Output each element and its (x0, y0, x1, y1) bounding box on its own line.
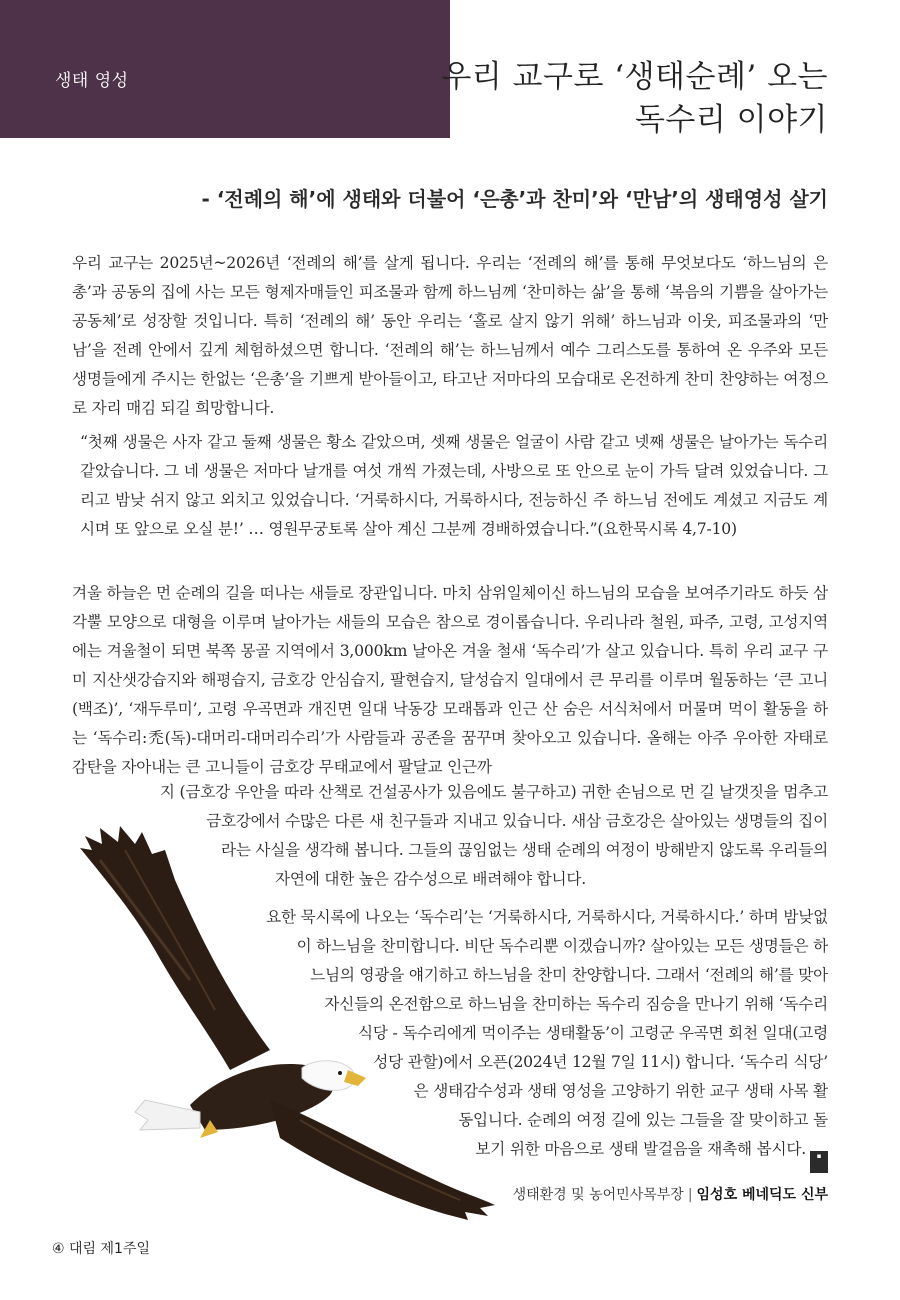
title-line-2: 독수리 이야기 (634, 102, 828, 138)
text-line: 지 (금호강 우안을 따라 산책로 건설공사가 있음에도 불구하고) 귀한 손님으로 먼 길 날갯짓을 멈추고 (159, 783, 828, 801)
text-line: 느님의 영광을 얘기하고 하느님을 찬미 찬양합니다. 그래서 ‘전례의 해’를 맞아 (310, 966, 828, 984)
title-line-1: 우리 교구로 ‘생태순례’ 오는 (441, 59, 828, 95)
text-line: 은 생태감수성과 생태 영성을 고양하기 위한 교구 생태 사목 활 (413, 1082, 828, 1100)
text-line: 동입니다. 순례의 여정 길에 있는 그들을 잘 맞이하고 돌 (458, 1111, 828, 1129)
text-line: 성당 관할)에서 오픈(2024년 12월 7일 11시) 합니다. ‘독수리 식당’ (373, 1053, 828, 1071)
text-line: 자연에 대한 높은 감수성으로 배려해야 합니다. (275, 870, 586, 888)
text-line: 라는 사실을 생각해 봅니다. 그들의 끊임없는 생태 순례의 여정이 방해받지 않도록 우리들의 (220, 841, 828, 859)
winter-paragraph: 겨울 하늘은 먼 순례의 길을 떠나는 새들로 장관입니다. 마치 삼위일체이신 하느님의 모습을 보여주기라도 하듯 삼각뿔 모양으로 대형을 이루며 날아가는 새들의 모습은 참으로 경이롭습니다. 우리나라 철원, 파주, 고령, 고성지역에는 겨울철이 되면 북쪽 몽골 지역에서 3,000km 날아온 겨울 철새 ‘독수리’가 살고 있습니다. 특히 우리 교구 구미 지산샛강습지와 해평습지, 금호강 안심습지, 팔현습지, 달성습지 일대에서 큰 무리를 이루며 월동하는 ‘큰 고니(백조)’, ‘재두루미’, 고령 우곡면과 개진면 일대 낙동강 모래톱과 인근 산 숨은 서식처에서 머물며 먹이 활동을 하는 ‘독수리:禿(독)-대머리-대머리수리’가 사람들과 공존을 꿈꾸며 찾아오고 있습니다. 올해는 아주 우아한 자태로 감탄을 자아내는 큰 고니들이 금호강 무태교에서 팔달교 인근까 (72, 584, 828, 776)
scripture-quote: “첫째 생물은 사자 같고 둘째 생물은 황소 같았으며, 셋째 생물은 얼굴이 사람 같고 넷째 생물은 날아가는 독수리 같았습니다. 그 네 생물은 저마다 날개를 여섯 개씩 가졌는데, 사방으로 또 안으로 눈이 가득 달려 있었습니다. 그리고 밤낮 쉬지 않고 외치고 있었습니다. ‘거룩하시다, 거룩하시다, 전능하신 주 하느님 전에도 계셨고 지금도 계시며 또 앞으로 오실 분!’ … 영원무궁토록 살아 계신 그분께 경배하였습니다.”(요한묵시록 4,7-10) (80, 433, 828, 538)
text-line: 요한 묵시록에 나오는 ‘독수리’는 ‘거룩하시다, 거룩하시다, 거룩하시다.’ 하며 밤낮없 (266, 908, 828, 926)
text-line: 이 하느님을 찬미합니다. 비단 독수리뿐 이겠습니까? 살아있는 모든 생명들은 하 (296, 937, 828, 955)
text-line-last (475, 1135, 828, 1173)
text-line: 자신들의 온전함으로 하느님을 찬미하는 독수리 짐승을 만나기 위해 ‘독수리 (324, 995, 828, 1013)
section-label: 생태 영성 (55, 71, 129, 91)
byline-role: 생태환경 및 농어민사목부장 (512, 1187, 684, 1203)
subtitle: - ‘전례의 해’에 생태와 더불어 ‘은총’과 찬미’와 ‘만남’의 생태영성 살기 (201, 187, 828, 211)
page-footer (52, 1238, 150, 1258)
byline-name: 임성호 베네딕도 신부 (696, 1187, 828, 1203)
intro-paragraph: 우리 교구는 2025년~2026년 ‘전례의 해’를 살게 됩니다. 우리는 ‘전례의 해’를 통해 무엇보다도 ‘하느님의 은총’과 공동의 집에 사는 모든 형제자매들인 피조물과 함께 하느님께 ‘찬미하는 삶’을 통해 ‘복음의 기쁨을 살아가는 공동체’로 성장할 것입니다. 특히 ‘전례의 해’ 동안 우리는 ‘홀로 살지 않기 위해’ 하느님과 이웃, 피조물과의 ‘만남’을 전례 안에서 깊게 체험하셨으면 합니다. ‘전례의 해’는 하느님께서 예수 그리스도를 통하여 온 우주와 모든 생명들에게 주시는 한없는 ‘은총’을 기쁘게 받아들이고, 타고난 저마다의 모습대로 온전하게 찬미 찬양하는 여정으로 자리 매김 되길 희망합니다. (72, 254, 828, 417)
text-line: 금호강에서 수많은 다른 새 친구들과 지내고 있습니다. 새삼 금호강은 살아있는 생명들의 집이 (206, 812, 828, 830)
text-line: 식당 - 독수리에게 먹이주는 생태활동’이 고령군 우곡면 회천 일대(고령 (358, 1024, 828, 1042)
byline-separator: | (687, 1187, 693, 1203)
footer-label: 대림 제1주일 (69, 1241, 150, 1257)
text-line: 보기 위한 마음으로 생태 발걸음을 재촉해 봅시다. (475, 1140, 806, 1158)
byline (513, 1184, 828, 1204)
end-seal-icon: ▪ (810, 1151, 828, 1173)
page-number: ④ (52, 1241, 65, 1257)
page-title (441, 56, 828, 142)
